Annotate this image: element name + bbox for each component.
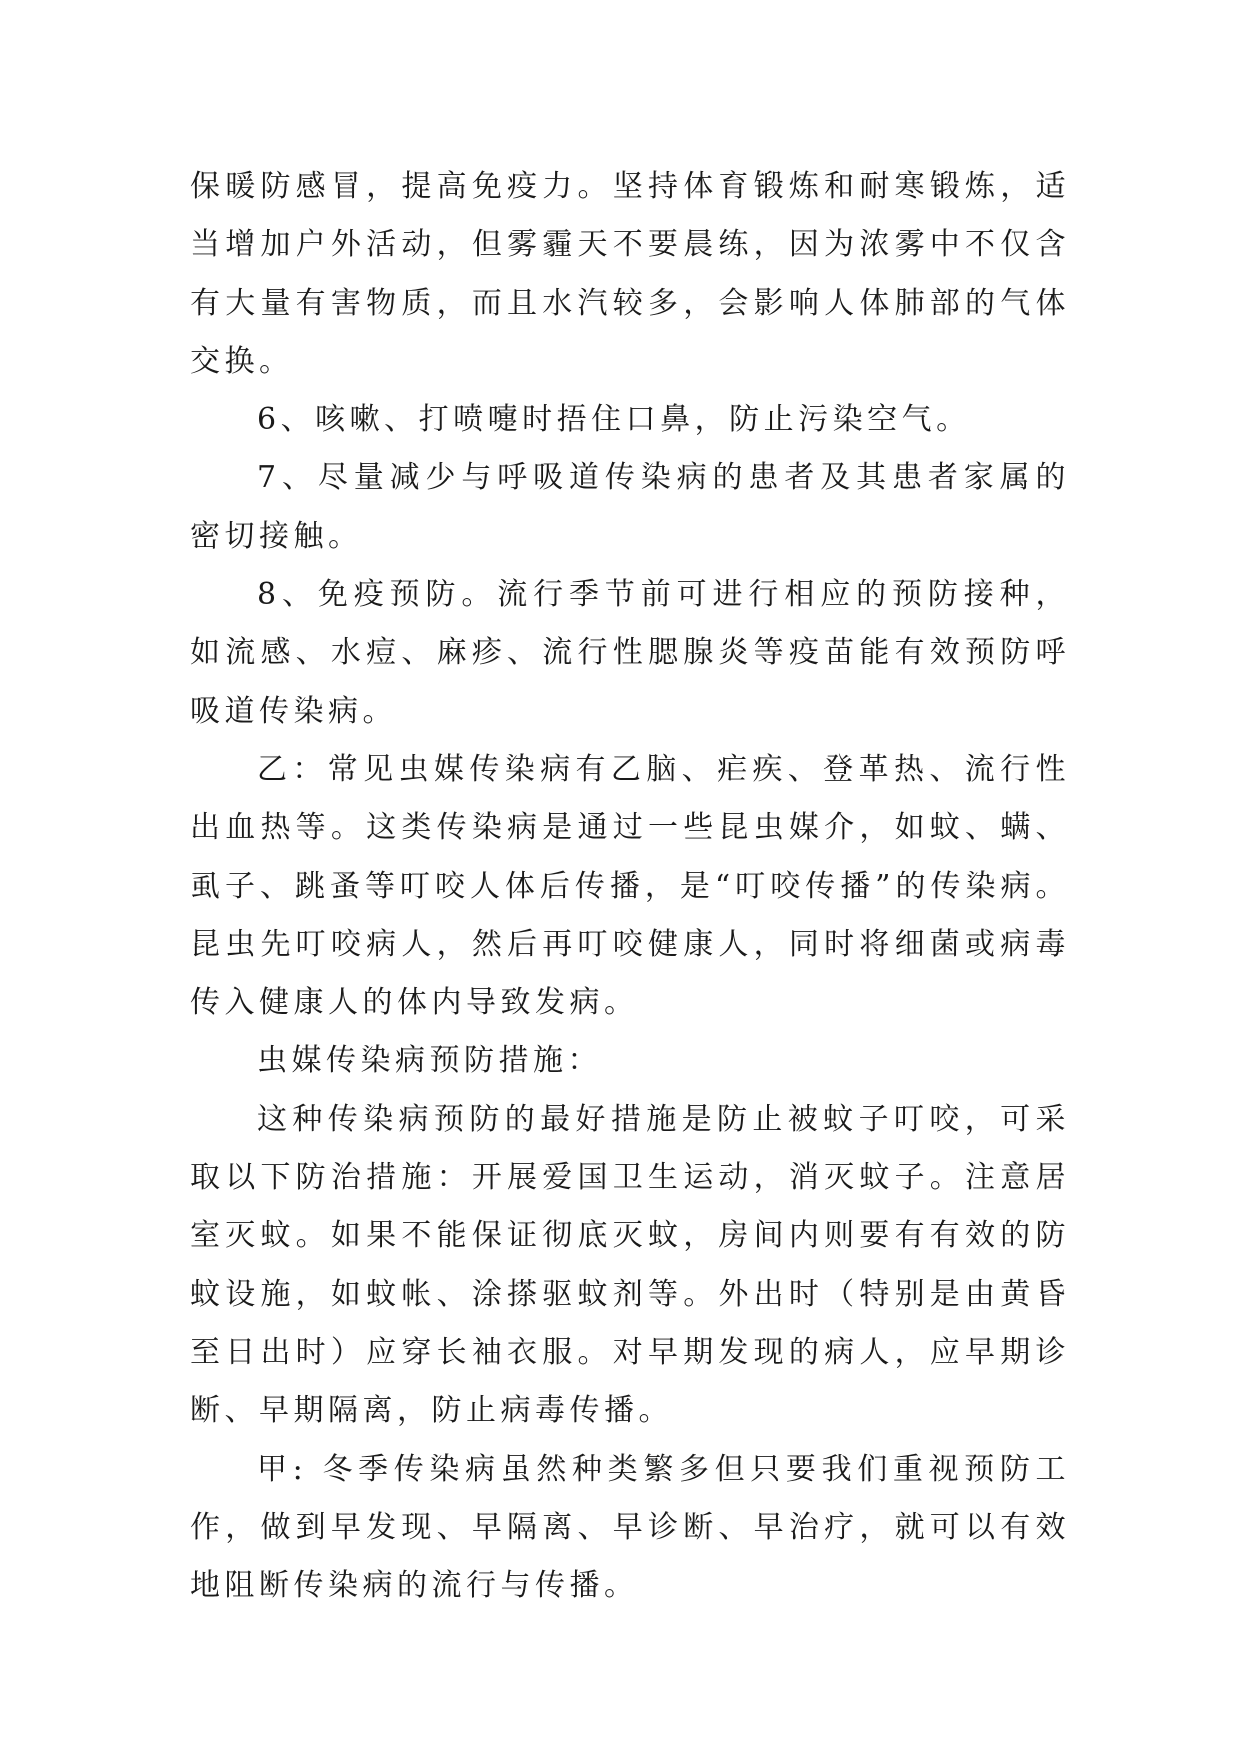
paragraph-item-8-immunization: 8、免疫预防。流行季节前可进行相应的预防接种，如流感、水痘、麻疹、流行性腮腺炎等疫苗能有效预防呼吸道传染病。 <box>190 577 1070 729</box>
paragraph-conclusion: 甲: 冬季传染病虽然种类繁多但只要我们重视预防工作，做到早发现、早隔离、早诊断、早治疗，就可以有效地阻断传染病的流行与传播。 <box>190 1451 1070 1604</box>
paragraph-item-6-cough: 6、咳嗽、打喷嚏时捂住口鼻，防止污染空气。 <box>257 402 971 438</box>
paragraph-prevention-measures: 这种传染病预防的最好措施是防止被蚊子叮咬，可采取以下防治措施：开展爱国卫生运动，消灭蚊子。注意居室灭蚊。如果不能保证彻底灭蚊，房间内则要有有效的防蚊设施，如蚊帐、涂搽驱蚊剂等。外出时（特别是由黄昏至日出时）应穿长袖衣服。对早期发现的病人，应早期诊断、早期隔离，防止病毒传播。 <box>190 1101 1070 1429</box>
paragraph-item-7-contact: 7、尽量减少与呼吸道传染病的患者及其患者家属的密切接触。 <box>190 460 1070 554</box>
paragraph-vector-borne-diseases: 乙：常见虫媒传染病有乙脑、疟疾、登革热、流行性出血热等。这类传染病是通过一些昆虫媒介，如蚊、螨、虱子、跳蚤等叮咬人体后传播，是“叮咬传播”的传染病。昆虫先叮咬病人，然后再叮咬健康人，同时将细菌或病毒传入健康人的体内导致发病。 <box>190 751 1070 1021</box>
paragraph-winter-warmth: 保暖防感冒，提高免疫力。坚持体育锻炼和耐寒锻炼，适当增加户外活动，但雾霾天不要晨练，因为浓雾中不仅含有大量有害物质，而且水汽较多，会影响人体肺部的气体交换。 <box>190 169 1070 379</box>
document-page <box>190 158 1070 1615</box>
paragraph-prevention-heading: 虫媒传染病预防措施： <box>257 1043 602 1079</box>
